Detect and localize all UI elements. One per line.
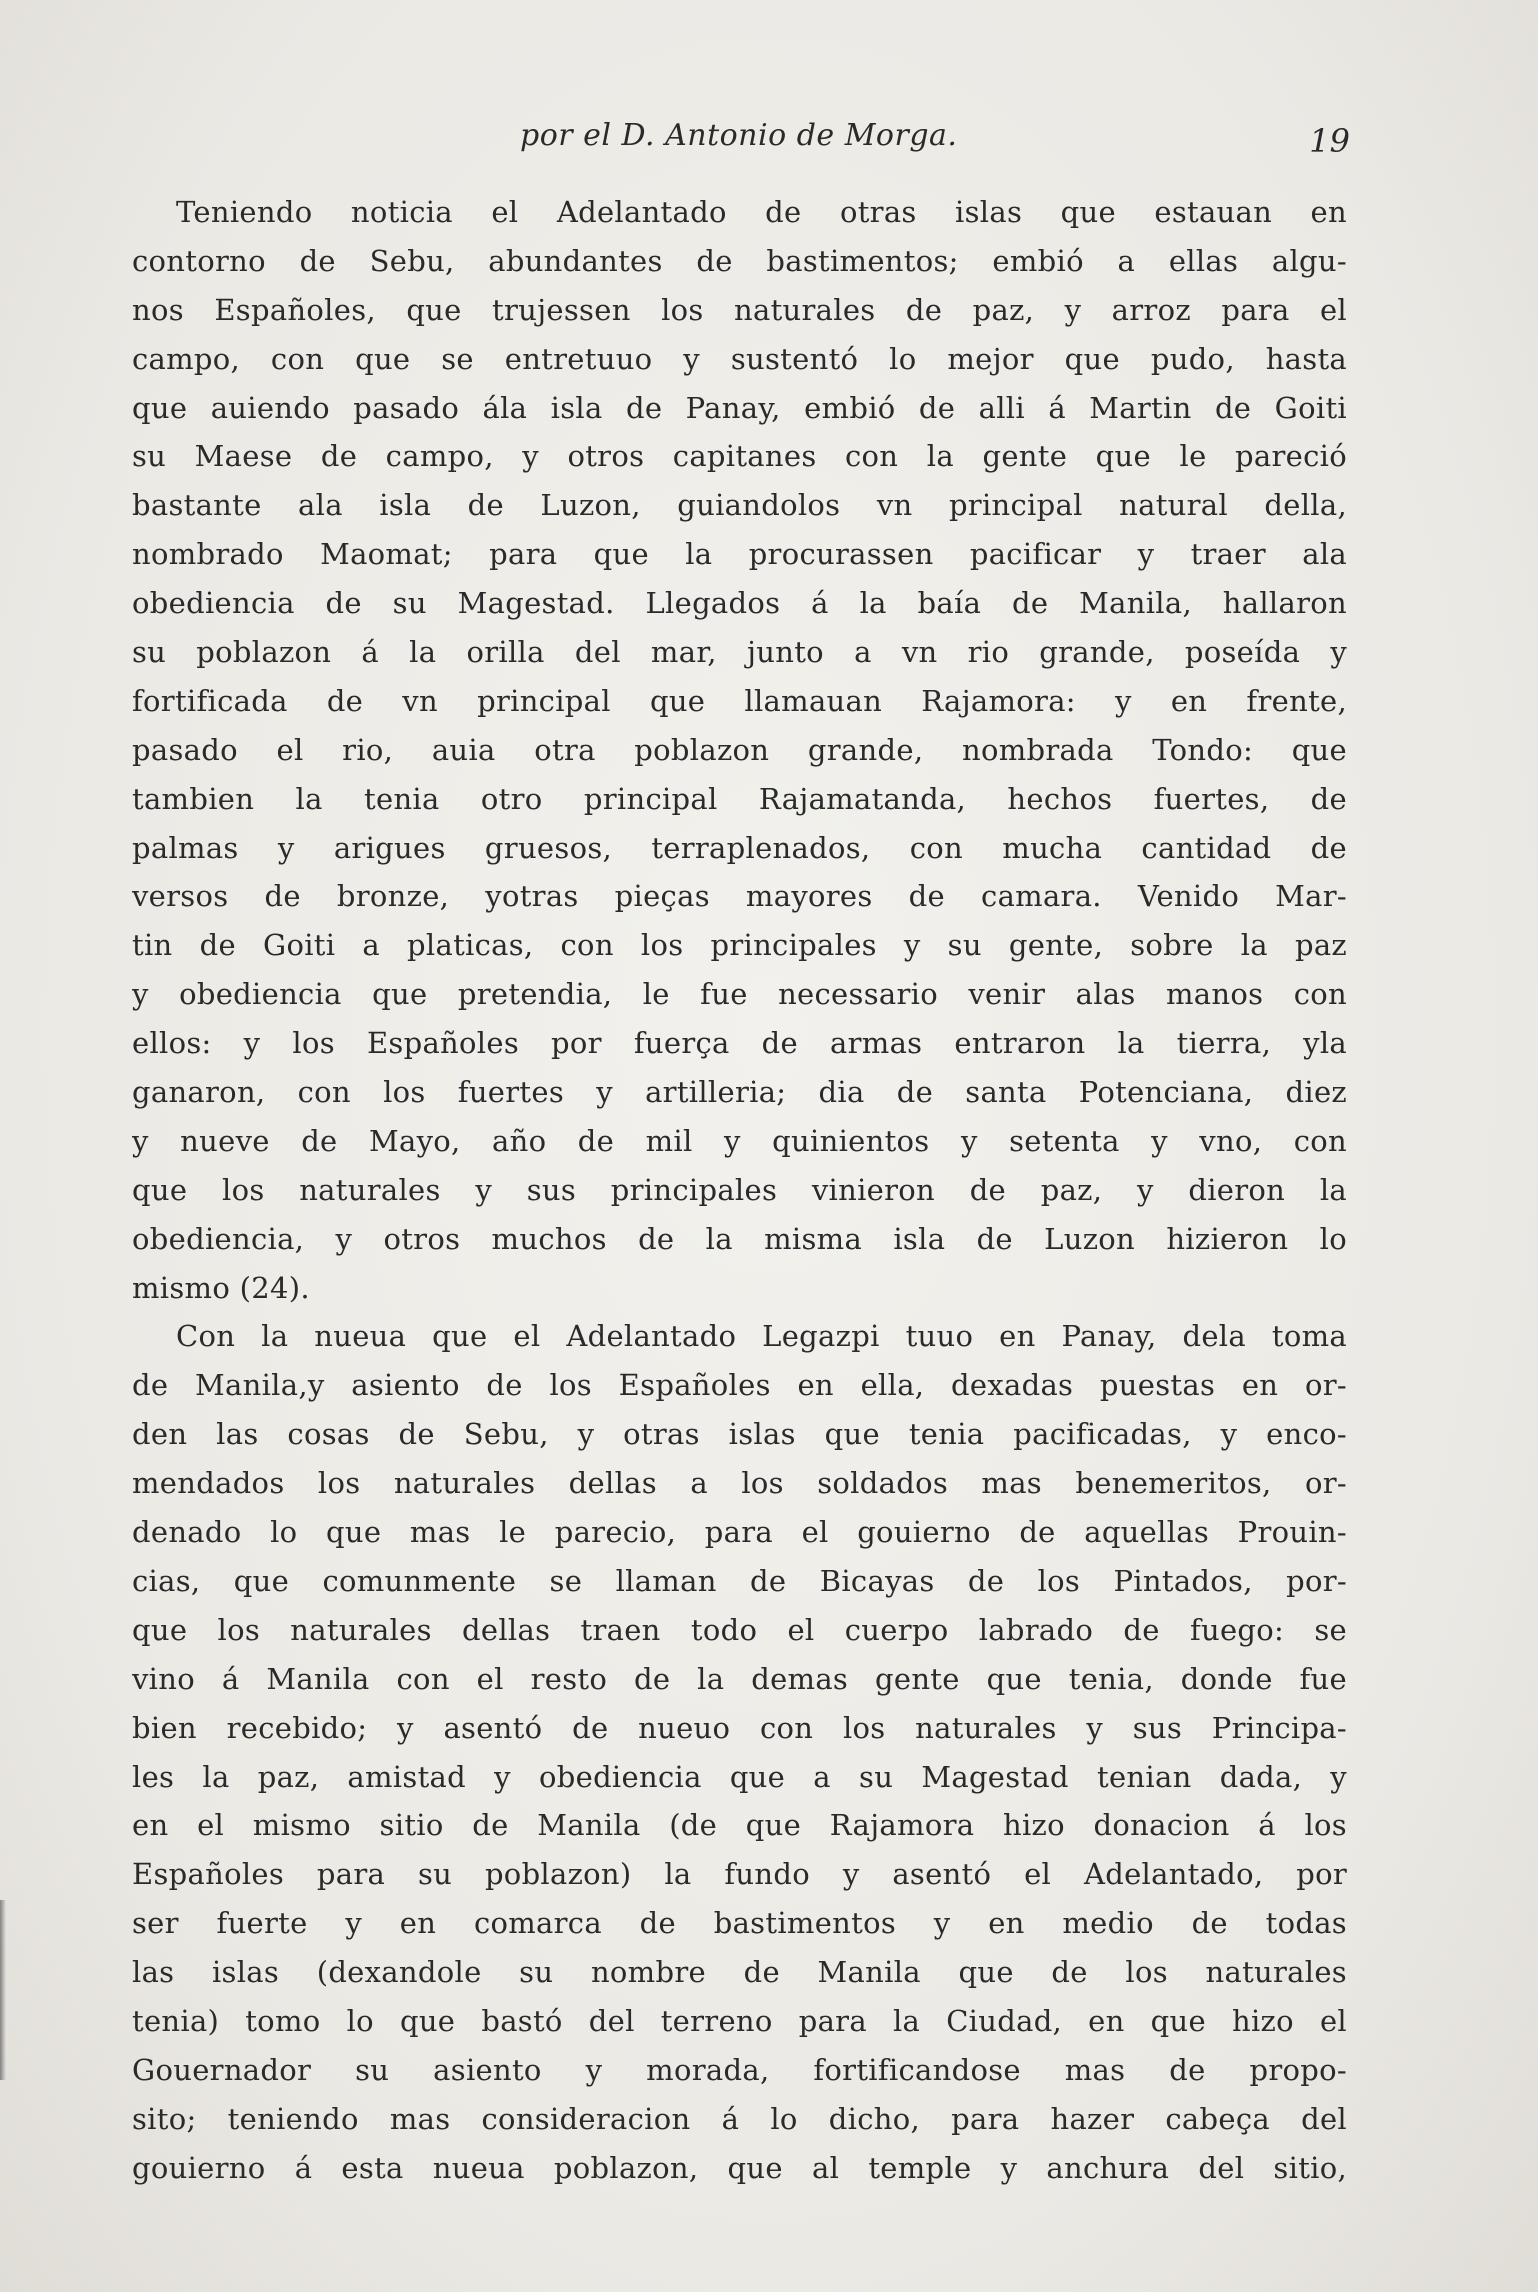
text-line: tenia) tomo lo que bastó del terreno para la Ciudad, en que hizo el	[132, 2003, 1347, 2038]
body-text	[132, 188, 1347, 2193]
text-line: campo, con que se entretuuo y sustentó lo mejor que pudo, hasta	[132, 341, 1347, 376]
text-line: Teniendo noticia el Adelantado de otras islas que estauan en	[176, 195, 1347, 229]
text-line: mismo (24).	[132, 1270, 310, 1305]
text-line: bien recebido; y asentó de nueuo con los naturales y sus Principa-	[132, 1710, 1347, 1745]
running-head: por el D. Antonio de Morga.	[520, 118, 958, 153]
page-edge-shadow	[0, 1900, 6, 2080]
text-line: ser fuerte y en comarca de bastimentos y en medio de todas	[132, 1906, 1347, 1941]
text-line: ganaron, con los fuertes y artilleria; dia de santa Potenciana, diez	[132, 1075, 1347, 1110]
text-line: tin de Goiti a platicas, con los principales y su gente, sobre la paz	[132, 928, 1347, 963]
text-line: bastante ala isla de Luzon, guiandolos vn principal natural della,	[132, 488, 1347, 523]
text-line: que auiendo pasado ála isla de Panay, embió de alli á Martin de Goiti	[132, 390, 1347, 425]
text-line: gouierno á esta nueua poblazon, que al temple y anchura del sitio,	[132, 2150, 1347, 2185]
text-line: que los naturales y sus principales vinieron de paz, y dieron la	[132, 1172, 1347, 1207]
text-line: que los naturales dellas traen todo el cuerpo labrado de fuego: se	[132, 1612, 1347, 1647]
text-line: tambien la tenia otro principal Rajamatanda, hechos fuertes, de	[132, 781, 1347, 816]
text-line: de Manila,y asiento de los Españoles en ella, dexadas puestas en or-	[132, 1368, 1347, 1403]
text-line: mendados los naturales dellas a los soldados mas benemeritos, or-	[132, 1466, 1347, 1501]
text-line: cias, que comunmente se llaman de Bicayas de los Pintados, por-	[132, 1563, 1347, 1598]
text-line: las islas (dexandole su nombre de Manila que de los naturales	[132, 1955, 1347, 1990]
text-line: Con la nueua que el Adelantado Legazpi tuuo en Panay, dela toma	[176, 1319, 1347, 1354]
text-line: su poblazon á la orilla del mar, junto a vn rio grande, poseída y	[132, 635, 1347, 670]
text-line: obediencia de su Magestad. Llegados á la baía de Manila, hallaron	[132, 586, 1347, 621]
text-line: nos Españoles, que trujessen los naturales de paz, y arroz para el	[132, 292, 1347, 327]
text-line: sito; teniendo mas consideracion á lo dicho, para hazer cabeça del	[132, 2101, 1347, 2136]
text-line: vino á Manila con el resto de la demas gente que tenia, donde fue	[132, 1661, 1347, 1696]
text-line: Gouernador su asiento y morada, fortificandose mas de propo-	[132, 2052, 1347, 2087]
text-line: contorno de Sebu, abundantes de bastimentos; embió a ellas algu-	[132, 243, 1347, 278]
text-line: versos de bronze, yotras pieças mayores de camara. Venido Mar-	[132, 879, 1347, 914]
text-line: su Maese de campo, y otros capitanes con la gente que le pareció	[132, 439, 1347, 474]
text-line: les la paz, amistad y obediencia que a su Magestad tenian dada, y	[132, 1759, 1347, 1794]
page-number: 19	[1309, 122, 1350, 160]
page-header	[130, 118, 1350, 158]
text-line: nombrado Maomat; para que la procurassen pacificar y traer ala	[132, 537, 1347, 572]
text-line: y obediencia que pretendia, le fue necessario venir alas manos con	[132, 977, 1347, 1012]
text-line: denado lo que mas le parecio, para el gouierno de aquellas Prouin-	[132, 1515, 1347, 1550]
text-line: fortificada de vn principal que llamauan Rajamora: y en frente,	[132, 683, 1347, 718]
text-line: Españoles para su poblazon) la fundo y asentó el Adelantado, por	[132, 1857, 1347, 1892]
text-line: pasado el rio, auia otra poblazon grande, nombrada Tondo: que	[132, 732, 1347, 767]
text-line: en el mismo sitio de Manila (de que Rajamora hizo donacion á los	[132, 1808, 1347, 1843]
text-line: den las cosas de Sebu, y otras islas que tenia pacificadas, y enco-	[132, 1417, 1347, 1452]
text-line: palmas y arigues gruesos, terraplenados, con mucha cantidad de	[132, 830, 1347, 865]
text-line: y nueve de Mayo, año de mil y quinientos y setenta y vno, con	[132, 1123, 1347, 1158]
text-line: obediencia, y otros muchos de la misma isla de Luzon hizieron lo	[132, 1221, 1347, 1256]
text-line: ellos: y los Españoles por fuerça de armas entraron la tierra, yla	[132, 1026, 1347, 1061]
